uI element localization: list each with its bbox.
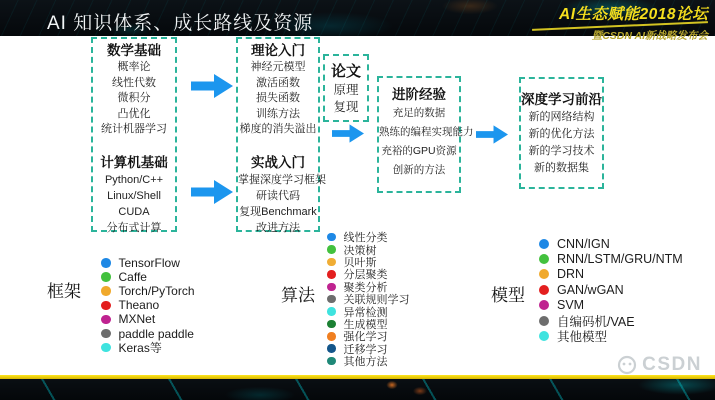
bullet-dot-icon: [101, 286, 111, 296]
event-subtitle: 暨CSDN AI新战略发布会: [591, 30, 708, 42]
list-item: 充裕的GPU资源: [381, 145, 457, 157]
legend-item-label: 分层聚类: [343, 269, 388, 282]
bullet-dot-icon: [101, 272, 111, 282]
section-title: 进阶经验: [392, 87, 446, 102]
legend-item: [539, 298, 683, 313]
bullet-dot-icon: [539, 239, 549, 249]
advanced-experience-box: [377, 76, 474, 193]
legend-label-models: 模型: [491, 286, 525, 305]
math-basics-section: [93, 39, 175, 138]
theory-intro-section: [238, 39, 318, 138]
legend-item-label: 聚类分析: [343, 281, 388, 294]
legend-label-frameworks: 框架: [47, 282, 81, 301]
bullet-dot-icon: [327, 295, 336, 304]
list-item: 损失函数: [256, 92, 300, 104]
list-item: 分布式计算: [106, 221, 162, 234]
legend-item-label: SVM: [557, 298, 585, 313]
legend-item: [101, 341, 195, 355]
legend-item-label: DRN: [557, 267, 585, 282]
legend-item: [101, 256, 195, 270]
section-title: 数学基础: [107, 43, 161, 58]
list-item: 凸优化: [117, 107, 151, 120]
legend-item-label: 迁移学习: [343, 343, 388, 356]
event-title: AI生态赋能2018论坛: [559, 6, 708, 23]
list-item: 新的网络结构: [528, 111, 595, 123]
legend-item-label: 异常检测: [343, 306, 388, 319]
legend-item-label: 关联规则学习: [343, 294, 410, 307]
bullet-dot-icon: [539, 300, 549, 310]
arrow-right-icon: [332, 123, 364, 144]
legend-item: [539, 282, 683, 297]
csdn-logo-icon: [616, 354, 638, 376]
legend-item: [101, 270, 195, 284]
legend-item-label: Theano: [118, 298, 160, 313]
footer-strip: [0, 379, 715, 400]
legend-item-label: 决策树: [343, 244, 377, 257]
list-item: 创新的方法: [392, 164, 446, 176]
list-item: 改进方法: [256, 221, 300, 234]
bullet-dot-icon: [327, 283, 336, 292]
bullet-dot-icon: [327, 307, 336, 316]
list-item: 充足的数据: [392, 107, 446, 119]
list-item: 熟练的编程实现能力: [379, 126, 474, 138]
cs-basics-section: [93, 154, 175, 236]
bullet-dot-icon: [539, 285, 549, 295]
legend-item: [539, 267, 683, 282]
practice-intro-section: [238, 154, 326, 236]
bullet-dot-icon: [327, 320, 336, 329]
legend-models: [539, 236, 683, 344]
bullet-dot-icon: [327, 344, 336, 353]
section-title: 深度学习前沿: [521, 92, 602, 107]
legend-item: [539, 251, 683, 266]
legend-item-label: paddle paddle: [118, 326, 194, 341]
slide-header: [0, 0, 715, 42]
list-item: 新的优化方法: [528, 128, 595, 140]
bullet-dot-icon: [101, 258, 111, 268]
intro-box: [236, 37, 326, 234]
list-item: Python/C++: [104, 173, 164, 186]
bullet-dot-icon: [539, 316, 549, 326]
list-item: 梯度的消失溢出: [239, 123, 317, 135]
legend-item-label: 其他方法: [343, 356, 388, 369]
bullet-dot-icon: [101, 343, 111, 353]
legend-item: [101, 312, 195, 326]
legend-item: [101, 298, 195, 312]
legend-item-label: Keras等: [118, 341, 162, 356]
list-item: 原理: [333, 83, 359, 97]
legend-frameworks: [101, 256, 195, 355]
legend-item: [539, 236, 683, 251]
bullet-dot-icon: [327, 245, 336, 254]
foundations-box: [91, 37, 177, 232]
arrow-right-icon: [191, 73, 233, 99]
deep-learning-frontier-box: [519, 77, 604, 189]
legend-item-label: 线性分类: [343, 232, 388, 245]
list-item: 统计机器学习: [101, 123, 167, 135]
arrow-right-icon: [476, 124, 508, 145]
list-item: 研读代码: [256, 189, 300, 202]
legend-item-label: TensorFlow: [118, 256, 180, 271]
legend-algorithms: [327, 231, 410, 367]
list-item: 训练方法: [256, 107, 300, 120]
list-item: 新的数据集: [534, 162, 589, 174]
legend-item: [539, 313, 683, 328]
page-title: AI 知识体系、成长路线及资源: [47, 13, 314, 34]
list-item: 激活函数: [256, 76, 300, 89]
list-item: 线性代数: [112, 76, 156, 89]
bullet-dot-icon: [539, 269, 549, 279]
legend-item-label: 其他模型: [557, 330, 608, 345]
list-item: 概率论: [117, 61, 151, 73]
section-title: 实战入门: [251, 154, 305, 170]
legend-item-label: Torch/PyTorch: [118, 284, 195, 299]
legend-item-label: RNN/LSTM/GRU/NTM: [557, 252, 683, 267]
list-item: 新的学习技术: [528, 145, 595, 157]
list-item: 复现: [333, 100, 359, 114]
csdn-logo-text: CSDN: [642, 354, 702, 375]
bullet-dot-icon: [327, 332, 336, 341]
list-item: Linux/Shell: [107, 189, 161, 202]
legend-item: [101, 284, 195, 298]
section-title: 理论入门: [251, 43, 305, 58]
legend-item-label: 贝叶斯: [343, 256, 377, 269]
legend-item-label: MXNet: [118, 312, 156, 327]
bullet-dot-icon: [327, 233, 336, 242]
bullet-dot-icon: [327, 357, 336, 366]
csdn-logo: [616, 354, 702, 376]
event-banner: [532, 2, 708, 43]
bullet-dot-icon: [101, 329, 111, 339]
list-item: 神经元模型: [250, 61, 306, 73]
legend-item-label: Caffe: [118, 270, 147, 285]
list-item: 微积分: [117, 92, 151, 104]
list-item: CUDA: [118, 205, 150, 218]
legend-item-label: 生成模型: [343, 318, 388, 331]
arrow-right-icon: [191, 179, 233, 205]
bullet-dot-icon: [539, 331, 549, 341]
legend-item-label: GAN/wGAN: [557, 282, 624, 297]
section-title: 计算机基础: [100, 154, 168, 170]
bullet-dot-icon: [327, 270, 336, 279]
legend-item-label: 强化学习: [343, 331, 388, 344]
list-item: 复现Benchmark: [239, 205, 317, 218]
legend-item-label: CNN/IGN: [557, 236, 610, 251]
bullet-dot-icon: [101, 315, 111, 325]
bullet-dot-icon: [101, 301, 111, 311]
section-title: 论文: [330, 63, 361, 80]
legend-item-label: 自编码机/VAE: [557, 314, 635, 329]
bullet-dot-icon: [327, 258, 336, 267]
list-item: 掌握深度学习框架: [238, 173, 326, 186]
legend-item: [327, 355, 410, 367]
legend-label-algorithms: 算法: [281, 286, 315, 305]
bullet-dot-icon: [539, 254, 549, 264]
paper-box: [323, 54, 369, 122]
legend-item: [539, 328, 683, 343]
